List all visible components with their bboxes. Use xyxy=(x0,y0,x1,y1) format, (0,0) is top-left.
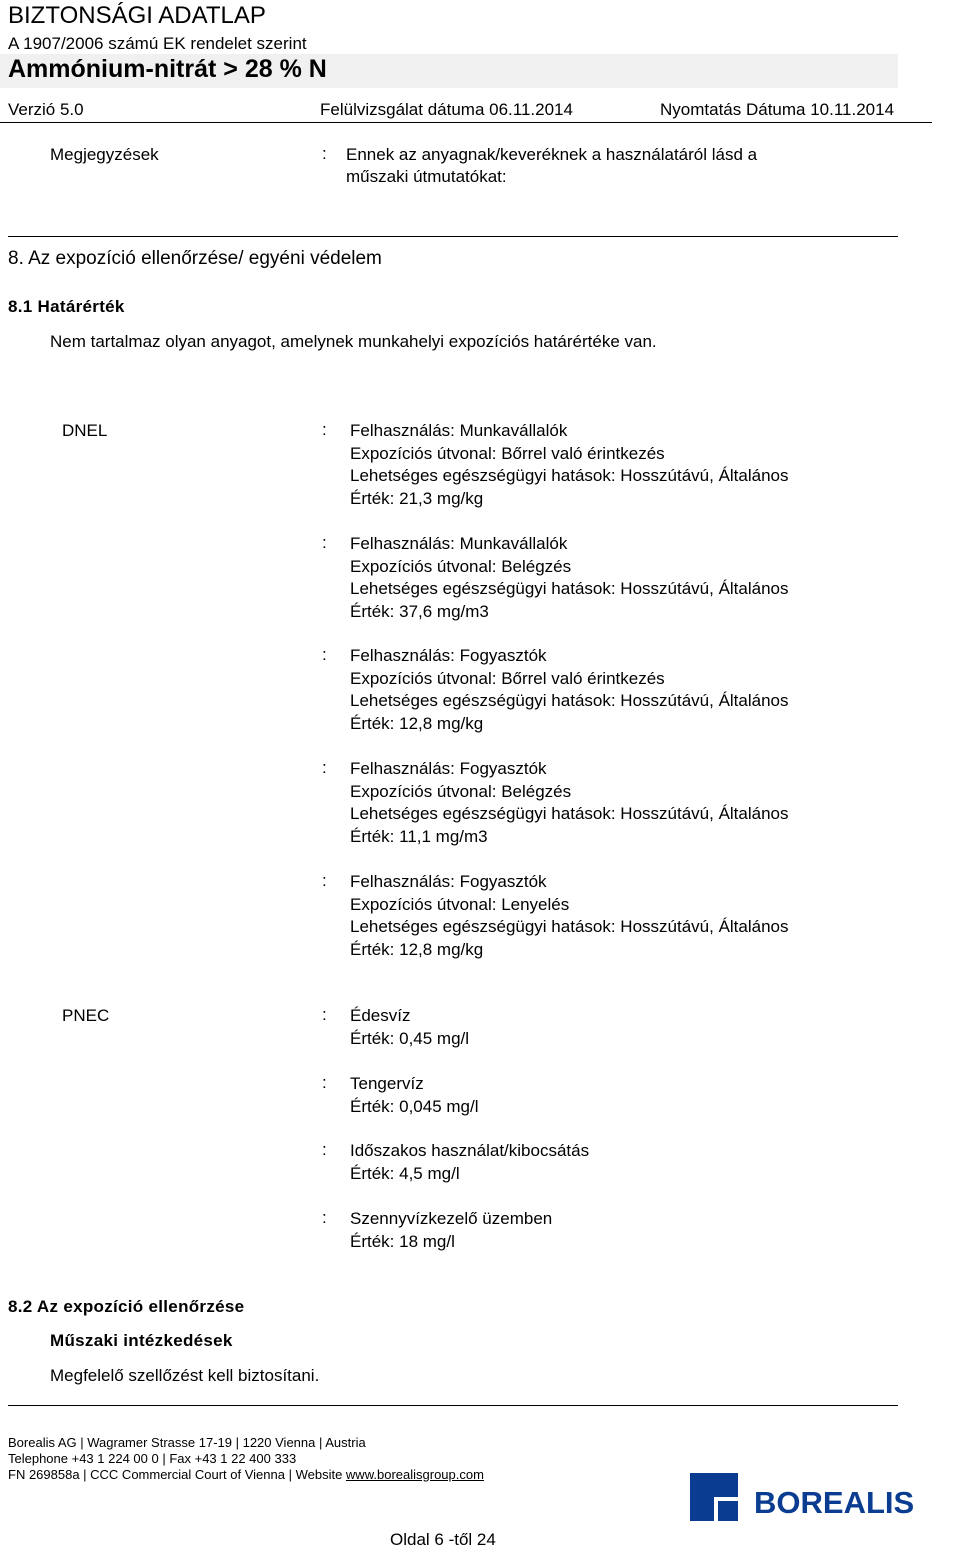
dnel-route: Expozíciós útvonal: Bőrrel való érintkezés xyxy=(350,668,665,688)
pnec-medium: Időszakos használat/kibocsátás xyxy=(350,1141,590,1160)
section-8-2-title: 8.2 Az expozíció ellenőrzése xyxy=(8,1297,245,1316)
dnel-route: Expozíciós útvonal: Belégzés xyxy=(350,556,572,576)
dnel-value: Érték: 12,8 mg/kg xyxy=(350,939,484,959)
pnec-value: Érték: 0,45 mg/l xyxy=(350,1028,470,1048)
pnec-value: Érték: 4,5 mg/l xyxy=(350,1163,460,1183)
section-8-1-text: Nem tartalmaz olyan anyagot, amelynek munkahelyi expozíciós határértéke van. xyxy=(50,332,657,351)
print-date: Nyomtatás Dátuma 10.11.2014 xyxy=(660,100,895,119)
pnec-medium: Szennyvízkezelő üzemben xyxy=(350,1209,553,1228)
footer-address: Borealis AG | Wagramer Strasse 17-19 | 1220 Vienna | Austria xyxy=(8,1435,366,1450)
dnel-value: Érték: 21,3 mg/kg xyxy=(350,488,484,508)
regulation-line: A 1907/2006 számú EK rendelet szerint xyxy=(8,34,307,53)
pnec-value: Érték: 18 mg/l xyxy=(350,1231,455,1251)
dnel-entry xyxy=(350,645,789,735)
dnel-use: Felhasználás: Fogyasztók xyxy=(350,872,547,891)
dnel-value: Érték: 12,8 mg/kg xyxy=(350,713,484,733)
footer-registry-text: FN 269858a | CCC Commercial Court of Vienna | Website xyxy=(8,1467,346,1482)
dnel-effects: Lehetséges egészségügyi hatások: Hosszútávú, Általános xyxy=(350,917,789,937)
engineering-measures-title: Műszaki intézkedések xyxy=(50,1331,233,1350)
dnel-use: Felhasználás: Fogyasztók xyxy=(350,759,547,778)
footer-rule xyxy=(8,1405,898,1406)
dnel-entry xyxy=(350,533,789,623)
page-number: Oldal 6 -től 24 xyxy=(390,1530,496,1549)
dnel-effects: Lehetséges egészségügyi hatások: Hosszútávú, Általános xyxy=(350,804,789,824)
borealis-logo-mark xyxy=(690,1473,955,1523)
version: Verzió 5.0 xyxy=(8,100,84,119)
dnel-route: Expozíciós útvonal: Bőrrel való érintkezés xyxy=(350,443,665,463)
pnec-value: Érték: 0,045 mg/l xyxy=(350,1096,479,1116)
section-rule xyxy=(8,236,898,237)
dnel-colon: : xyxy=(322,645,327,664)
pnec-colon: : xyxy=(322,1140,327,1159)
pnec-colon: : xyxy=(322,1073,327,1092)
pnec-colon: : xyxy=(322,1208,327,1227)
footer-website-link[interactable]: www.borealisgroup.com xyxy=(345,1467,484,1482)
remarks-line-1: Ennek az anyagnak/keveréknek a használatáról lásd a xyxy=(346,145,758,164)
dnel-entry xyxy=(350,871,789,961)
footer-phone: Telephone +43 1 224 00 0 | Fax +43 1 22 400 333 xyxy=(8,1451,297,1466)
dnel-route: Expozíciós útvonal: Belégzés xyxy=(350,781,572,801)
footer-registry xyxy=(8,1467,484,1482)
borealis-logo xyxy=(690,1473,955,1523)
dnel-effects: Lehetséges egészségügyi hatások: Hosszútávú, Általános xyxy=(350,466,789,486)
pnec-entry xyxy=(350,1140,589,1185)
section-8-1-title: 8.1 Határérték xyxy=(8,297,125,316)
pnec-entry xyxy=(350,1073,479,1118)
dnel-use: Felhasználás: Fogyasztók xyxy=(350,646,547,665)
dnel-colon: : xyxy=(322,533,327,552)
dnel-effects: Lehetséges egészségügyi hatások: Hosszútávú, Általános xyxy=(350,579,789,599)
dnel-value: Érték: 11,1 mg/m3 xyxy=(350,826,488,846)
remarks-label: Megjegyzések xyxy=(50,145,159,164)
dnel-effects: Lehetséges egészségügyi hatások: Hosszútávú, Általános xyxy=(350,691,789,711)
pnec-medium: Édesvíz xyxy=(350,1006,411,1025)
dnel-route: Expozíciós útvonal: Lenyelés xyxy=(350,894,570,914)
dnel-entry xyxy=(350,420,789,510)
product-name: Ammónium-nitrát > 28 % N xyxy=(8,55,327,83)
dnel-colon: : xyxy=(322,871,327,890)
remarks-line-2: műszaki útmutatókat: xyxy=(346,167,507,186)
dnel-colon: : xyxy=(322,758,327,777)
pnec-colon: : xyxy=(322,1005,327,1024)
dnel-use: Felhasználás: Munkavállalók xyxy=(350,421,568,440)
section-8-title: 8. Az expozíció ellenőrzése/ egyéni védelem xyxy=(8,248,382,269)
dnel-colon: : xyxy=(322,420,327,439)
dnel-use: Felhasználás: Munkavállalók xyxy=(350,534,568,553)
pnec-medium: Tengervíz xyxy=(350,1074,424,1093)
dnel-label: DNEL xyxy=(62,421,108,440)
dnel-entry xyxy=(350,758,789,848)
remarks-colon: : xyxy=(322,144,327,163)
document-title: BIZTONSÁGI ADATLAP xyxy=(8,2,266,29)
pnec-entry xyxy=(350,1208,552,1253)
dnel-value: Érték: 37,6 mg/m3 xyxy=(350,601,489,621)
header-rule xyxy=(0,122,932,123)
pnec-entry xyxy=(350,1005,469,1050)
borealis-logo-text: BOREALIS xyxy=(754,1485,915,1520)
revision-date: Felülvizsgálat dátuma 06.11.2014 xyxy=(320,100,573,119)
engineering-measures-text: Megfelelő szellőzést kell biztosítani. xyxy=(50,1366,320,1385)
pnec-label: PNEC xyxy=(62,1006,110,1025)
